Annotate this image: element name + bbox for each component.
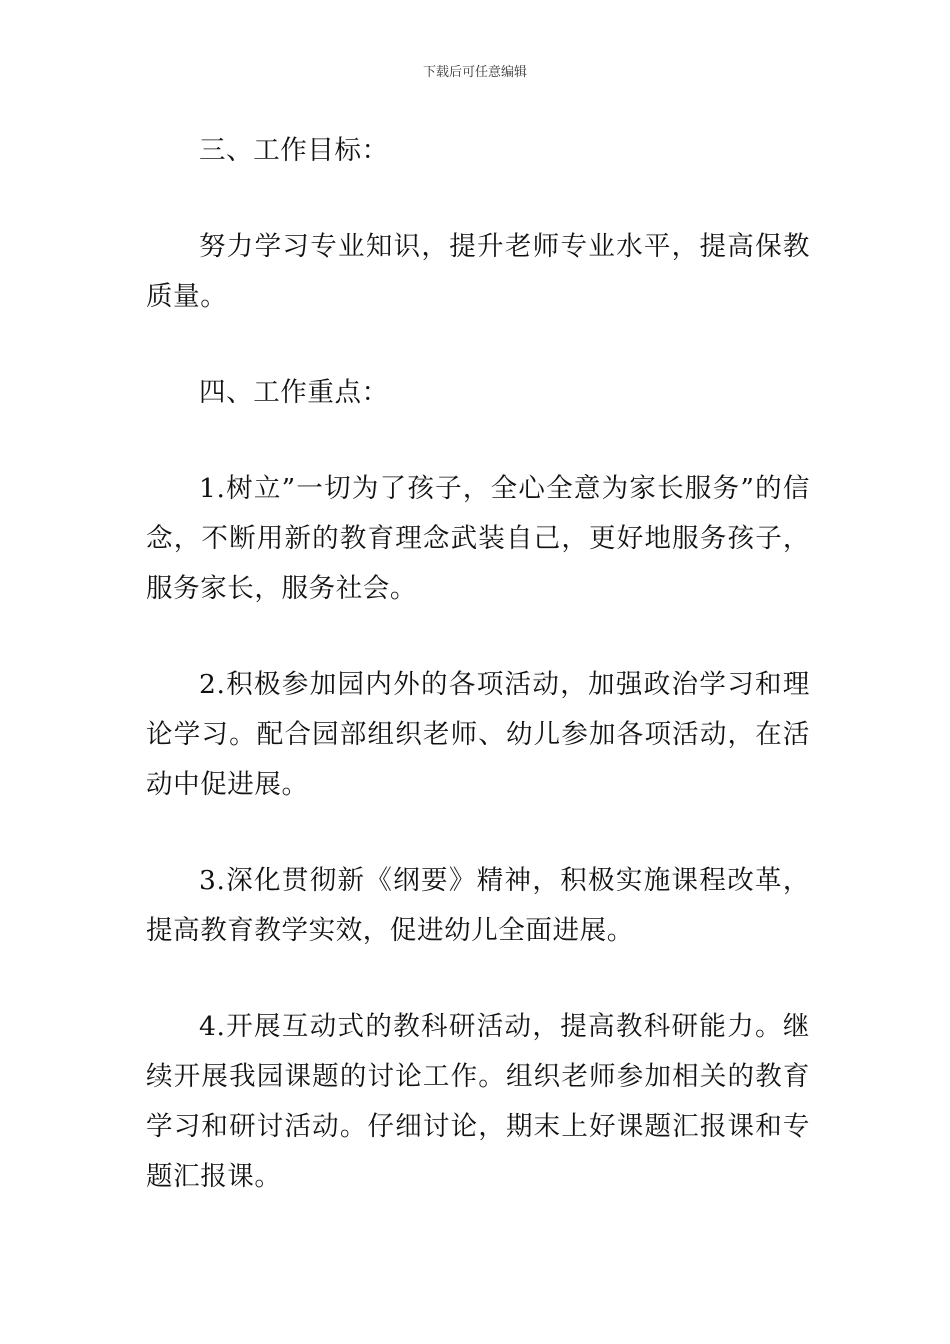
focus-item-2: 2.积极参加园内外的各项活动，加强政治学习和理论学习。配合园部组织老师、幼儿参加各项活动，在活动中促进展。 (146, 669, 810, 800)
focus-item-4: 4.开展互动式的教科研活动，提高教科研能力。继续开展我园课题的讨论工作。组织老师参加相关的教育学习和研讨活动。仔细讨论，期末上好课题汇报课和专题汇报课。 (146, 1011, 810, 1192)
section-text-goals: 努力学习专业知识，提升老师专业水平，提高保教质量。 (146, 231, 810, 312)
section-heading-goals: 三、工作目标： (199, 135, 389, 166)
section-heading-focus: 四、工作重点： (199, 377, 389, 408)
focus-item-1: 1.树立”一切为了孩子，全心全意为家长服务”的信念，不断用新的教育理念武装自己，更好地服务孩子，服务家长，服务社会。 (146, 473, 810, 604)
document-body (146, 126, 810, 1248)
page-header-note: 下载后可任意编辑 (422, 65, 527, 80)
focus-item-3: 3.深化贯彻新《纲要》精神，积极实施课程改革，提高教育教学实效，促进幼儿全面进展。 (146, 865, 810, 946)
